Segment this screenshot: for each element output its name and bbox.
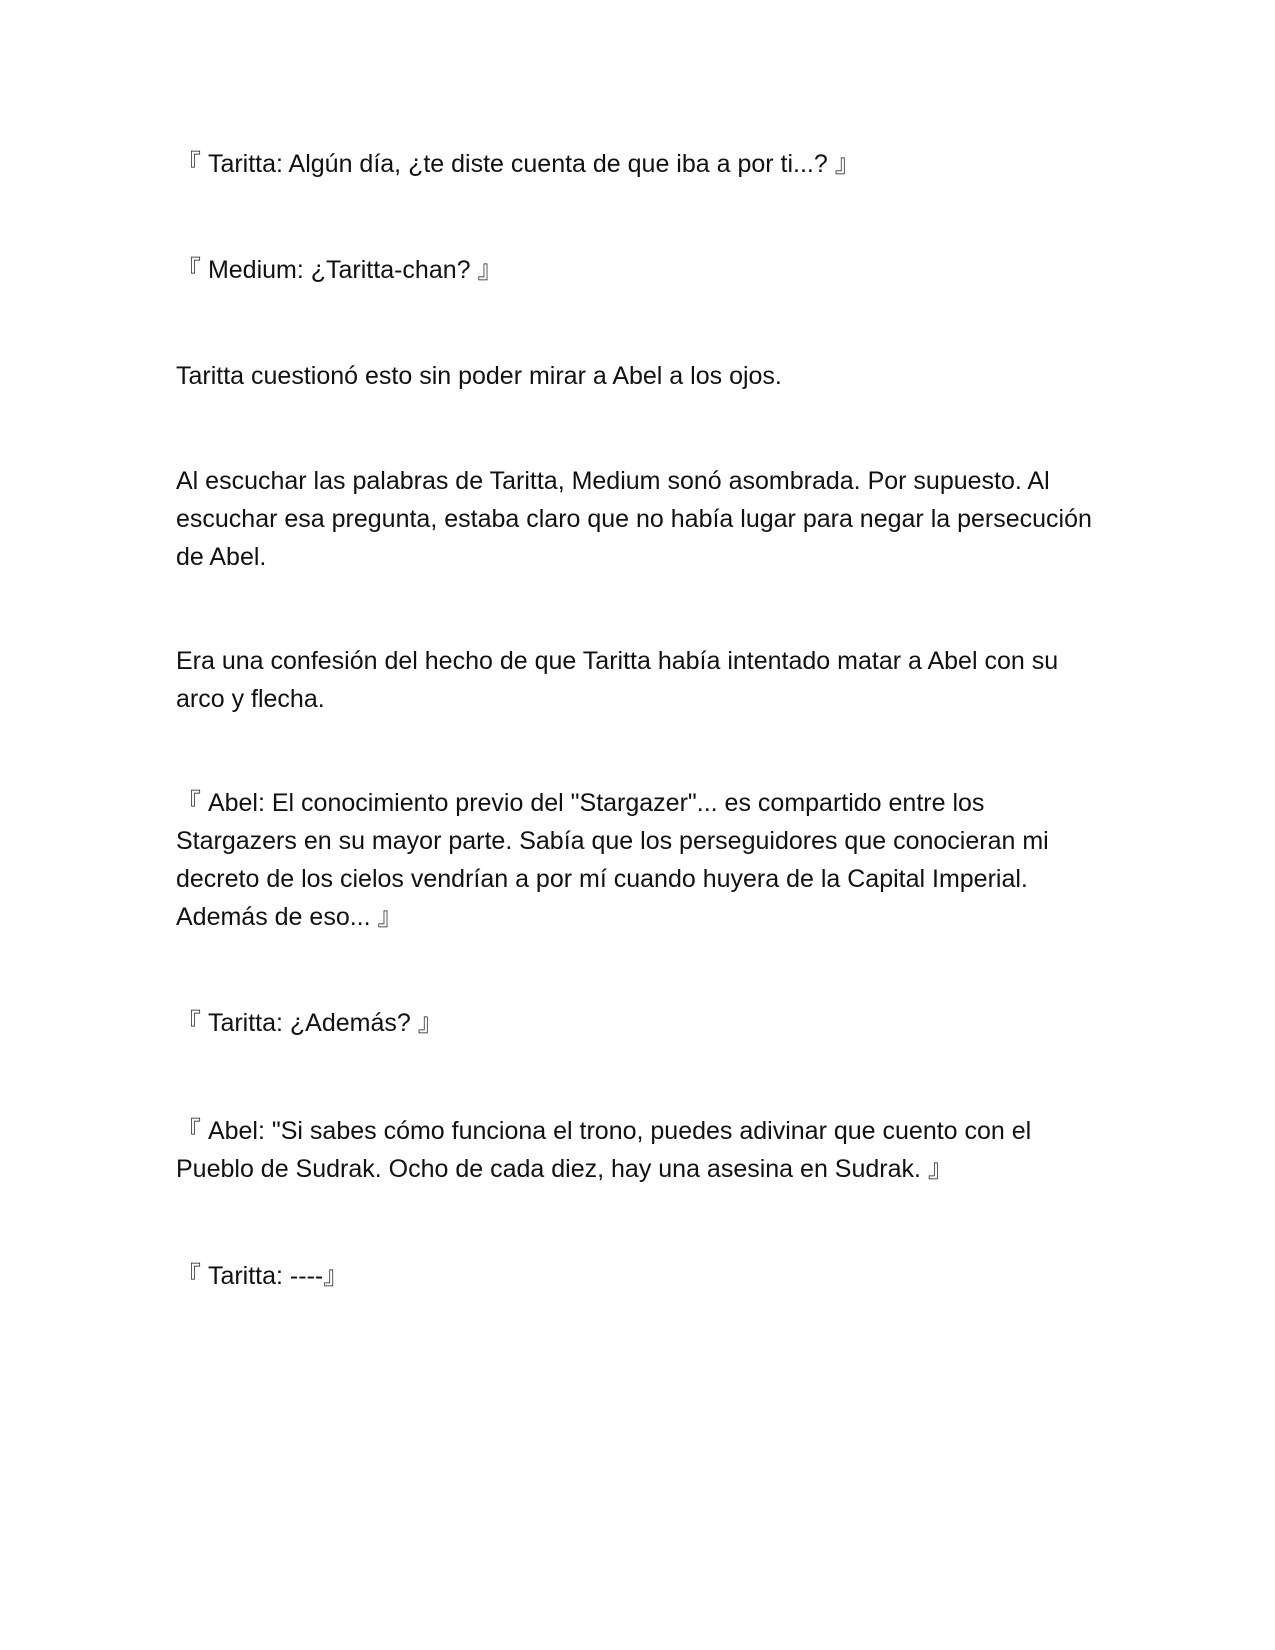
dialogue-taritta-1: 『 Taritta: Algún día, ¿te diste cuenta de que iba a por ti...? 』 xyxy=(176,150,860,178)
dialogue-medium-1: 『 Medium: ¿Taritta-chan? 』 xyxy=(176,256,503,284)
narration-2: Al escuchar las palabras de Taritta, Medium sonó asombrada. Por supuesto. Al escuchar esa pregunta, estaba claro que no había lugar para negar la persecución de Abel. xyxy=(176,467,1092,571)
narration-1: Taritta cuestionó esto sin poder mirar a Abel a los ojos. xyxy=(176,362,782,390)
narration-3: Era una confesión del hecho de que Taritta había intentado matar a Abel con su arco y flecha. xyxy=(176,647,1059,713)
dialogue-abel-2: 『 Abel: "Si sabes cómo funciona el trono, puedes adivinar que cuento con el Pueblo de Sudrak. Ocho de cada diez, hay una asesina en Sudrak. 』 xyxy=(176,1117,1032,1183)
dialogue-taritta-2: 『 Taritta: ¿Además? 』 xyxy=(176,1009,443,1037)
dialogue-taritta-3: 『 Taritta: ----』 xyxy=(176,1262,349,1290)
dialogue-abel-1: 『 Abel: El conocimiento previo del "Stargazer"... es compartido entre los Stargazers en su mayor parte. Sabía que los perseguidores que conocieran mi decreto de los cielos vendrían a por mí cuando huyera de la Capital Imperial. Además de eso... 』 xyxy=(176,789,1049,931)
